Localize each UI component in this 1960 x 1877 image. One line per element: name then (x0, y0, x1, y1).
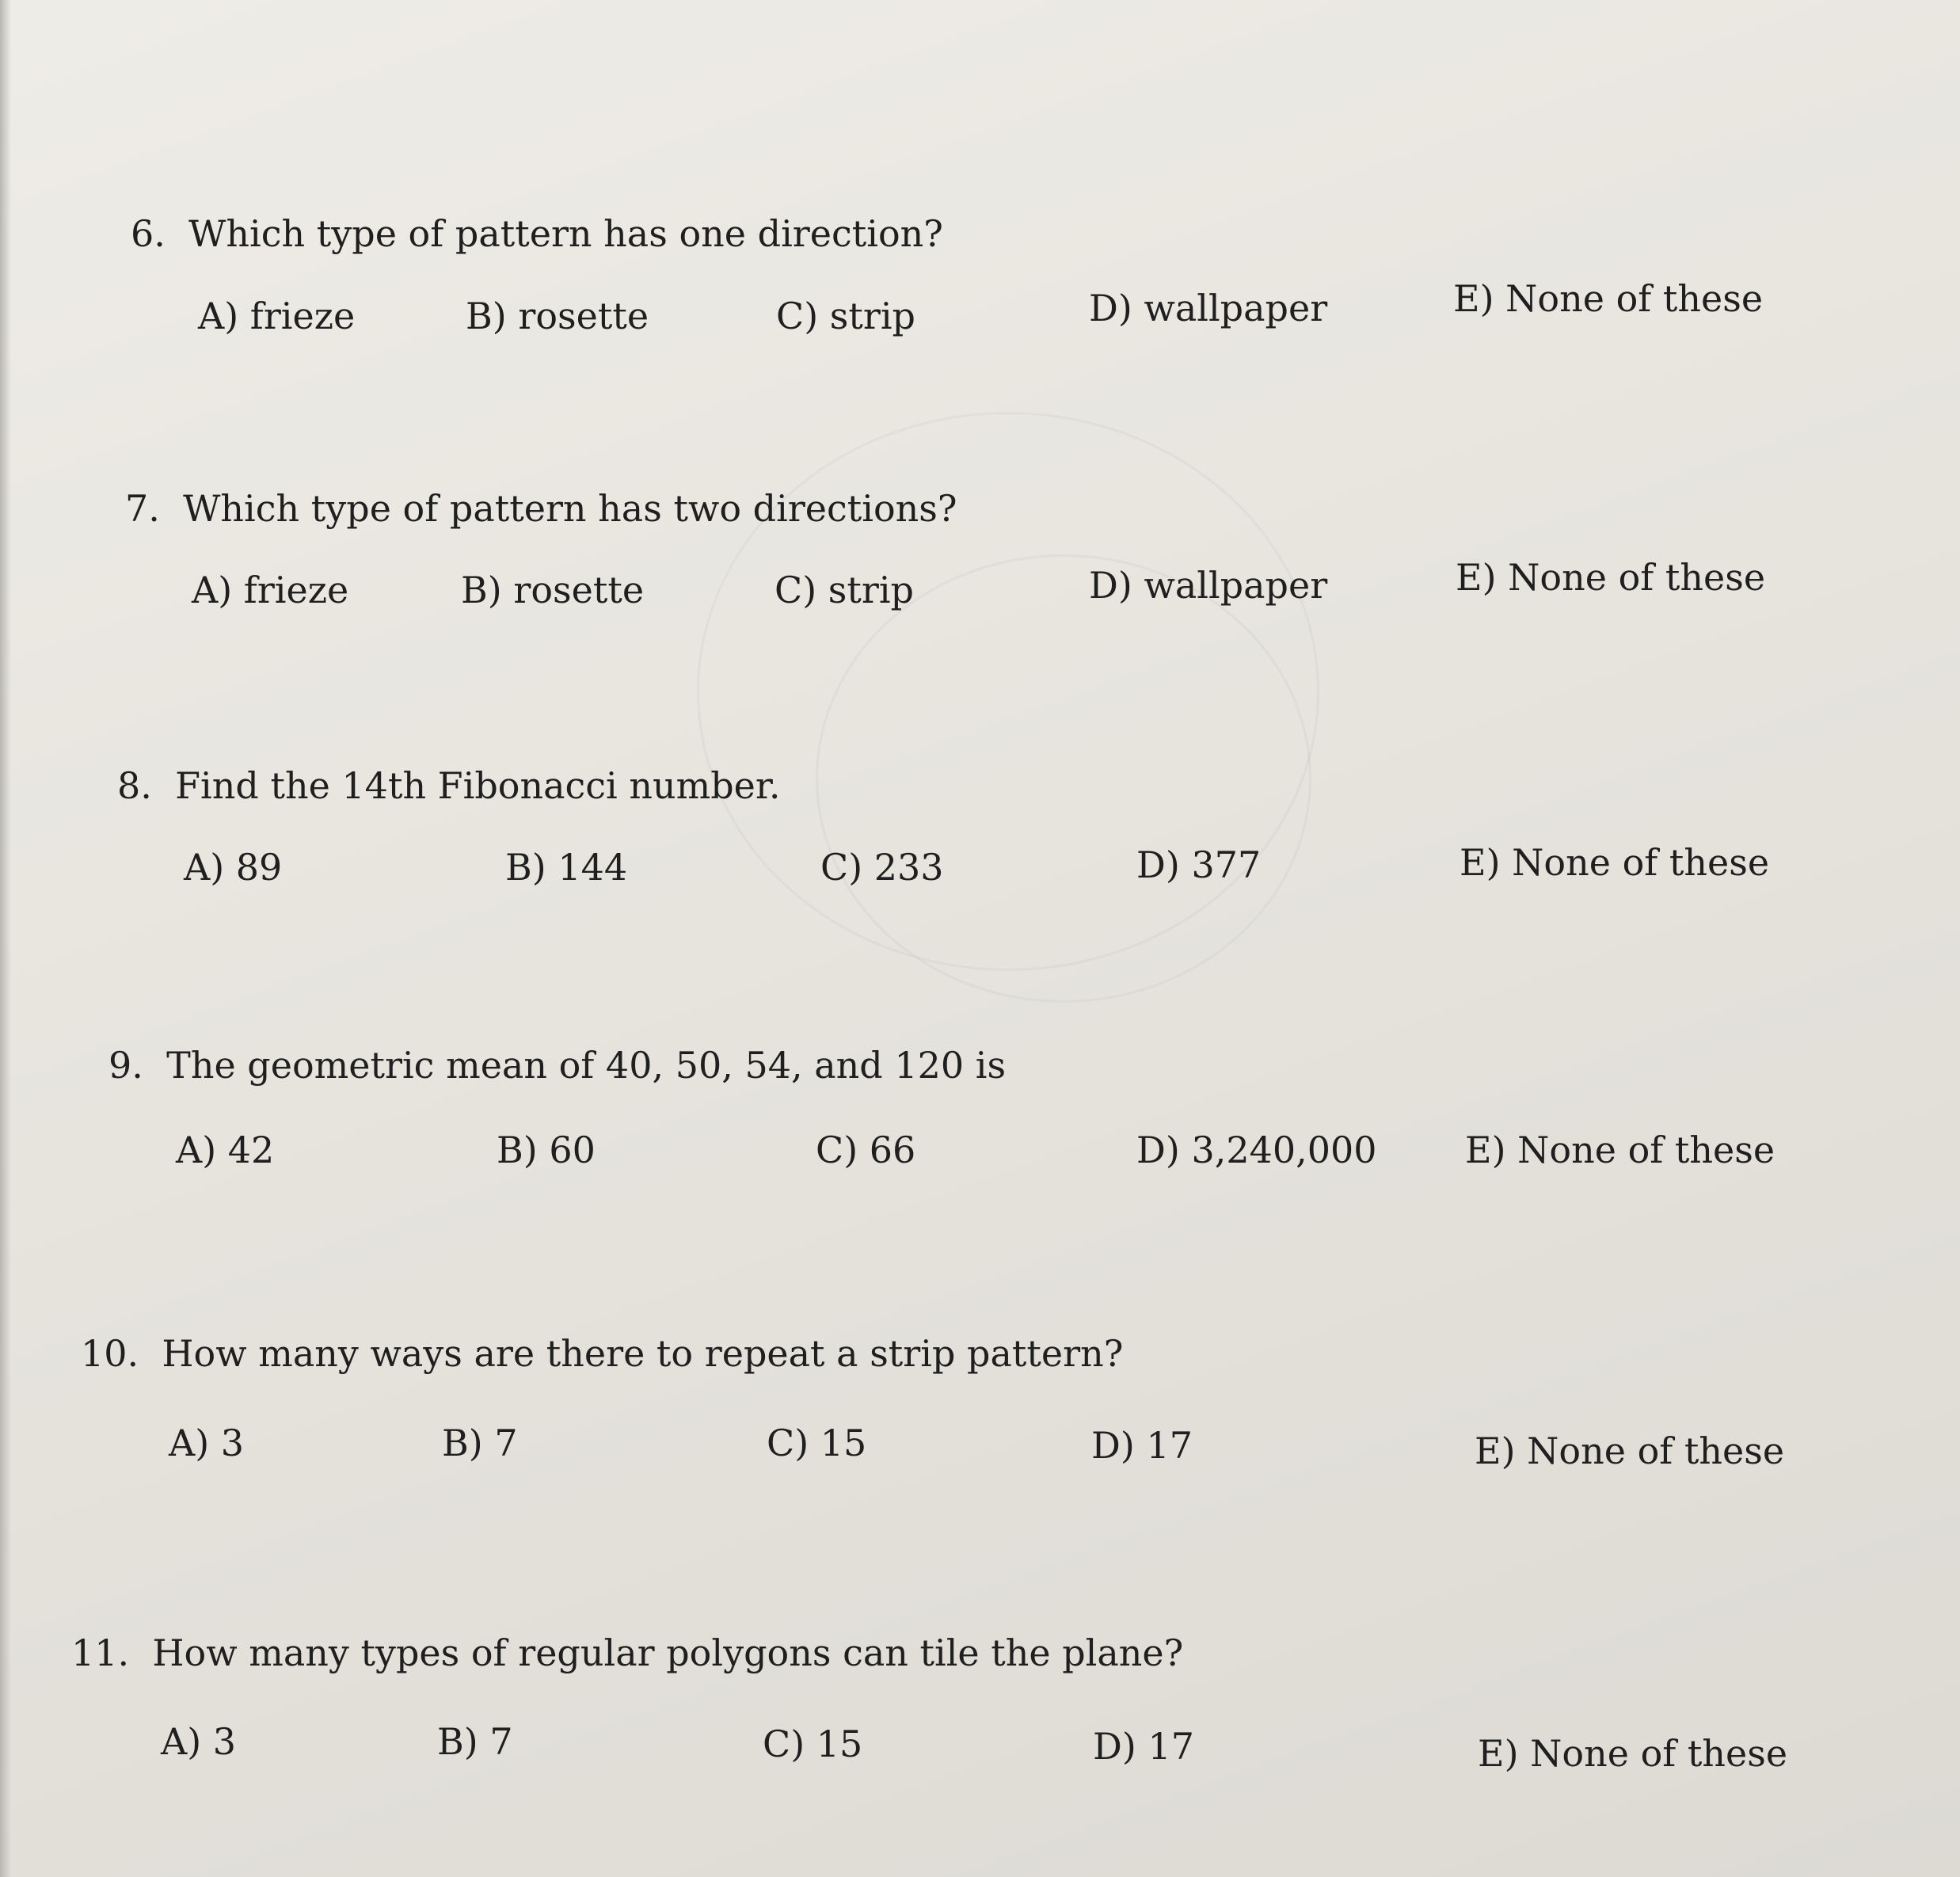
question-7-option-a[interactable]: A) frieze (192, 569, 349, 611)
question-6-option-c[interactable]: C) strip (776, 295, 916, 337)
question-11-option-e[interactable]: E) None of these (1478, 1732, 1788, 1775)
question-10-option-d[interactable]: D) 17 (1091, 1424, 1193, 1467)
question-8-option-a[interactable]: A) 89 (184, 846, 283, 889)
question-11-option-c[interactable]: C) 15 (763, 1723, 863, 1765)
question-11-option-d[interactable]: D) 17 (1093, 1725, 1194, 1768)
question-7-option-b[interactable]: B) rosette (461, 569, 645, 611)
question-8-stem: 8. Find the 14th Fibonacci number. (117, 764, 781, 807)
question-9-option-c[interactable]: C) 66 (816, 1129, 916, 1171)
question-7 (125, 487, 957, 530)
question-6-option-a[interactable]: A) frieze (198, 295, 356, 337)
question-6-option-d[interactable]: D) wallpaper (1089, 287, 1328, 329)
question-6 (131, 212, 943, 255)
question-8-option-c[interactable]: C) 233 (820, 846, 944, 889)
question-7-option-e[interactable]: E) None of these (1456, 556, 1766, 599)
question-10-option-c[interactable]: C) 15 (767, 1422, 867, 1464)
show-through-circle (816, 554, 1311, 1003)
question-6-option-b[interactable]: B) rosette (466, 295, 649, 337)
question-8-option-b[interactable]: B) 144 (505, 846, 628, 889)
question-10 (81, 1332, 1123, 1375)
question-7-option-c[interactable]: C) strip (774, 569, 915, 611)
question-9-option-d[interactable]: D) 3,240,000 (1136, 1129, 1377, 1171)
question-8-option-d[interactable]: D) 377 (1136, 843, 1262, 886)
question-9-stem: 9. The geometric mean of 40, 50, 54, and 120 is (108, 1044, 1007, 1087)
question-9 (108, 1044, 1006, 1087)
question-11-option-a[interactable]: A) 3 (161, 1720, 237, 1763)
question-8-option-e[interactable]: E) None of these (1460, 841, 1770, 884)
question-10-stem: 10. How many ways are there to repeat a strip pattern? (81, 1332, 1124, 1375)
question-6-stem: 6. Which type of pattern has one direction? (131, 212, 943, 255)
question-10-option-e[interactable]: E) None of these (1475, 1430, 1785, 1472)
question-10-option-b[interactable]: B) 7 (442, 1422, 518, 1464)
question-11 (71, 1631, 1183, 1674)
page-edge-shadow (0, 0, 11, 1877)
question-7-stem: 7. Which type of pattern has two directions? (125, 487, 957, 530)
question-9-option-e[interactable]: E) None of these (1465, 1129, 1775, 1171)
question-8 (117, 764, 780, 807)
question-6-option-e[interactable]: E) None of these (1453, 277, 1764, 320)
question-9-option-b[interactable]: B) 60 (497, 1129, 596, 1171)
question-10-option-a[interactable]: A) 3 (169, 1422, 245, 1464)
question-11-option-b[interactable]: B) 7 (437, 1720, 513, 1763)
question-7-option-d[interactable]: D) wallpaper (1089, 564, 1328, 607)
question-9-option-a[interactable]: A) 42 (176, 1129, 275, 1171)
question-11-stem: 11. How many types of regular polygons can tile the plane? (71, 1631, 1184, 1674)
